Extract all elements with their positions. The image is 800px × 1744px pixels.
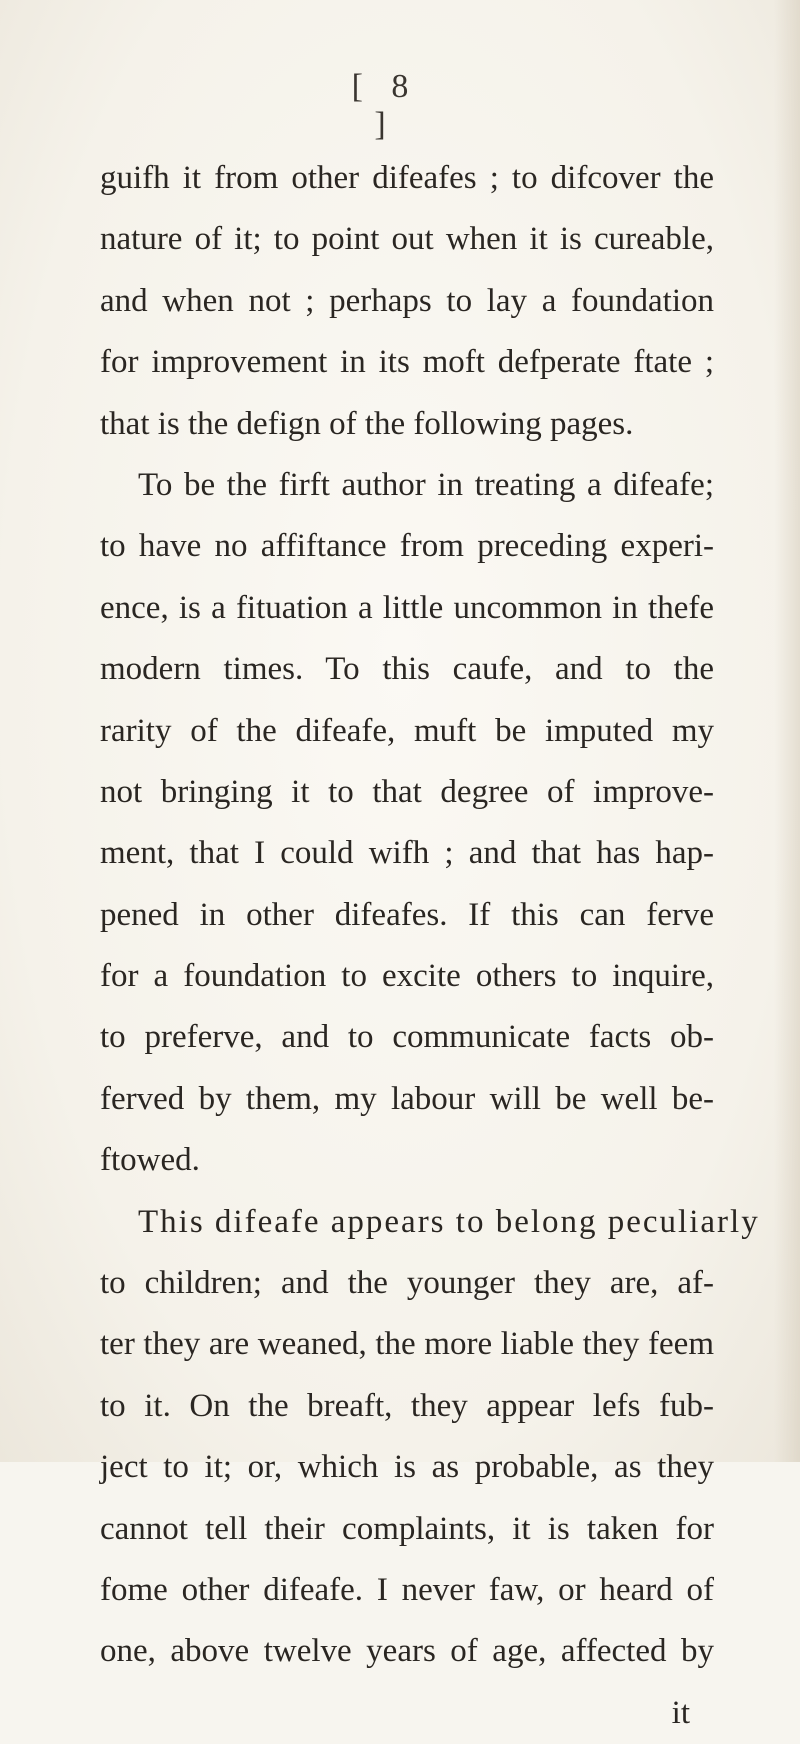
text-line: rarity of the difeafe, muft be imputed my [100, 712, 714, 749]
text-line: ter they are weaned, the more liable they feem [100, 1326, 714, 1363]
text-line: to children; and the younger they are, af- [100, 1265, 714, 1302]
text-line: to it. On the breaft, they appear lefs fub- [100, 1387, 714, 1424]
text-line: to preferve, and to communicate facts ob- [100, 1019, 714, 1056]
text-line: and when not ; perhaps to lay a foundation [100, 282, 714, 319]
text-line: To be the firft author in treating a difeafe; [138, 466, 714, 503]
text-line: to have no affiftance from preceding experi- [100, 528, 714, 565]
text-line: not bringing it to that degree of improve- [100, 773, 714, 810]
text-line: ment, that I could wifh ; and that has hap- [100, 835, 714, 872]
text-line: guifh it from other difeafes ; to difcover the [100, 160, 714, 196]
body-text [100, 148, 760, 1744]
text-line: pened in other difeafes. If this can ferve [100, 896, 714, 933]
page-edge-shadow [774, 0, 800, 1462]
page-number: [ 8 ] [351, 68, 419, 143]
text-line: nature of it; to point out when it is cureable, [100, 221, 714, 258]
text-line: fome other difeafe. I never faw, or heard of [100, 1571, 714, 1608]
text-line: for improvement in its moft defperate ftate ; [100, 344, 714, 381]
text-line: that is the defign of the following pages. [100, 405, 634, 442]
text-line: ftowed. [100, 1142, 200, 1179]
text-line: ject to it; or, which is as probable, as they [100, 1449, 714, 1486]
catchword: it [671, 1694, 690, 1731]
text-line: modern times. To this caufe, and to the [100, 651, 714, 688]
text-line: ferved by them, my labour will be well be- [100, 1080, 714, 1117]
text-line: This difeafe appears to belong peculiarly [138, 1203, 760, 1240]
text-line: for a foundation to excite others to inquire, [100, 958, 714, 995]
text-line: one, above twelve years of age, affected by [100, 1633, 714, 1670]
text-line: ence, is a fituation a little uncommon in thefe [100, 589, 714, 626]
text-line: cannot tell their complaints, it is taken for [100, 1510, 714, 1547]
